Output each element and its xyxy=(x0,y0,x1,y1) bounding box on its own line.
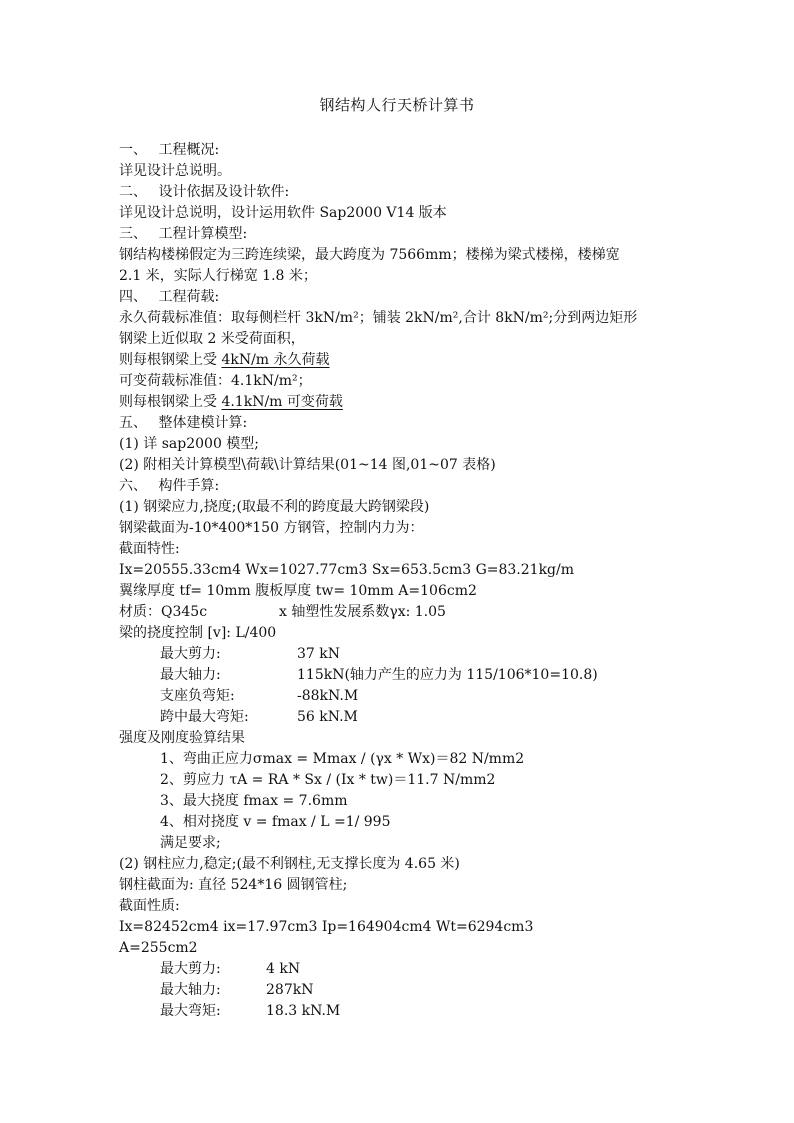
beam-material xyxy=(119,602,789,622)
column-force-value: 4 kN xyxy=(266,961,301,977)
live-load-per-beam xyxy=(119,392,789,412)
section-2-body: 详见设计总说明，设计运用软件 Sap2000 V14 版本 xyxy=(119,205,447,221)
live-load-per-beam-value: 4.1kN/m 可变荷载 xyxy=(221,394,343,410)
beam-section: 钢梁截面为-10*400*150 方钢管，控制内力为： xyxy=(119,520,424,536)
dead-load-area: 钢梁上近似取 2 米受荷面积， xyxy=(119,331,305,347)
section-3-body-line-2: 2.1 米，实际人行梯宽 1.8 米； xyxy=(119,268,317,284)
beam-force-value: -88kN.M xyxy=(297,688,359,704)
column-force-value: 287kN xyxy=(266,982,314,998)
column-section: 钢柱截面为: 直径 524*16 圆钢管柱; xyxy=(119,877,348,893)
beam-force-row xyxy=(160,686,794,706)
section-3-heading: 三、 工程计算模型: xyxy=(119,226,248,242)
section-5-item-1: (1) 详 sap2000 模型; xyxy=(119,436,260,452)
beam-check-title: (1) 钢梁应力,挠度;(取最不利的跨度最大跨钢梁段) xyxy=(119,499,430,515)
beam-check-item: 2、剪应力 τA = RA * Sx / (Ix * tw)＝11.7 N/mm2 xyxy=(160,772,496,788)
beam-force-label: 最大轴力: xyxy=(160,667,221,683)
column-props-label: 截面性质: xyxy=(119,898,180,914)
beam-check-item: 1、弯曲正应力σmax = Mmax / (γx * Wx)＝82 N/mm2 xyxy=(160,751,525,767)
beam-props-line-1: Ix=20555.33cm4 Wx=1027.77cm3 Sx=653.5cm3 G=83.21kg/m xyxy=(119,562,575,578)
dead-load-per-beam-value: 4kN/m 永久荷载 xyxy=(221,352,330,368)
beam-check-item: 4、相对挠度 v = fmax / L =1/ 995 xyxy=(160,814,391,830)
section-6-heading: 六、 构件手算: xyxy=(119,478,220,494)
beam-force-value: 115kN(轴力产生的应力为 115/106*10=10.8) xyxy=(297,667,598,683)
beam-plastic-coefficient: x 轴塑性发展系数γx: 1.05 xyxy=(279,604,446,620)
beam-deflection-limit: 梁的挠度控制 [v]: L/400 xyxy=(119,625,277,641)
column-check-title: (2) 钢柱应力,稳定;(最不利钢柱,无支撑长度为 4.65 米) xyxy=(119,856,460,872)
live-load-standard: 可变荷载标准值：4.1kN/m²； xyxy=(119,373,312,389)
column-force-label: 最大轴力: xyxy=(160,982,221,998)
beam-force-row xyxy=(160,665,794,685)
column-force-value: 18.3 kN.M xyxy=(266,1003,341,1019)
beam-force-row xyxy=(160,707,794,727)
beam-force-row xyxy=(160,644,794,664)
section-1-body: 详见设计总说明。 xyxy=(119,163,231,179)
section-5-item-2: (2) 附相关计算模型\荷载\计算结果(01~14 图,01~07 表格) xyxy=(119,457,496,473)
beam-props-label: 截面特性: xyxy=(119,541,180,557)
column-force-label: 最大弯矩: xyxy=(160,1003,221,1019)
document-title: 钢结构人行天桥计算书 xyxy=(319,96,475,114)
beam-material-grade: 材质：Q345c xyxy=(119,604,208,620)
beam-props-line-2: 翼缘厚度 tf= 10mm 腹板厚度 tw= 10mm A=106cm2 xyxy=(119,583,477,599)
beam-force-value: 37 kN xyxy=(297,646,340,662)
beam-check-results-title: 强度及刚度验算结果 xyxy=(119,730,245,746)
column-props-line-1: Ix=82452cm4 ix=17.97cm3 Ip=164904cm4 Wt=6294cm3 xyxy=(119,919,534,935)
beam-force-label: 支座负弯矩: xyxy=(160,688,235,704)
beam-force-label: 最大剪力: xyxy=(160,646,221,662)
column-force-label: 最大剪力: xyxy=(160,961,221,977)
live-load-per-beam-prefix: 则每根钢梁上受 xyxy=(119,394,222,410)
column-props-line-2: A=255cm2 xyxy=(119,940,198,956)
dead-load-per-beam xyxy=(119,350,789,370)
section-2-heading: 二、 设计依据及设计软件: xyxy=(119,184,290,200)
dead-load-standard: 永久荷载标准值：取每侧栏杆 3kN/m²；铺装 2kN/m²,合计 8kN/m²;分到两边矩形 xyxy=(119,310,638,326)
section-4-heading: 四、 工程荷载: xyxy=(119,289,220,305)
column-force-row xyxy=(160,1001,794,1021)
section-5-heading: 五、 整体建模计算: xyxy=(119,415,248,431)
column-force-row xyxy=(160,959,794,979)
beam-force-label: 跨中最大弯矩: xyxy=(160,709,249,725)
column-force-row xyxy=(160,980,794,1000)
beam-check-item: 3、最大挠度 fmax = 7.6mm xyxy=(160,793,348,809)
dead-load-per-beam-prefix: 则每根钢梁上受 xyxy=(119,352,222,368)
beam-check-conclusion: 满足要求; xyxy=(160,835,221,851)
section-3-body-line-1: 钢结构楼梯假定为三跨连续梁，最大跨度为 7566mm；楼梯为梁式楼梯，楼梯宽 xyxy=(119,247,620,263)
section-1-heading: 一、 工程概况: xyxy=(119,142,220,158)
beam-force-value: 56 kN.M xyxy=(297,709,358,725)
